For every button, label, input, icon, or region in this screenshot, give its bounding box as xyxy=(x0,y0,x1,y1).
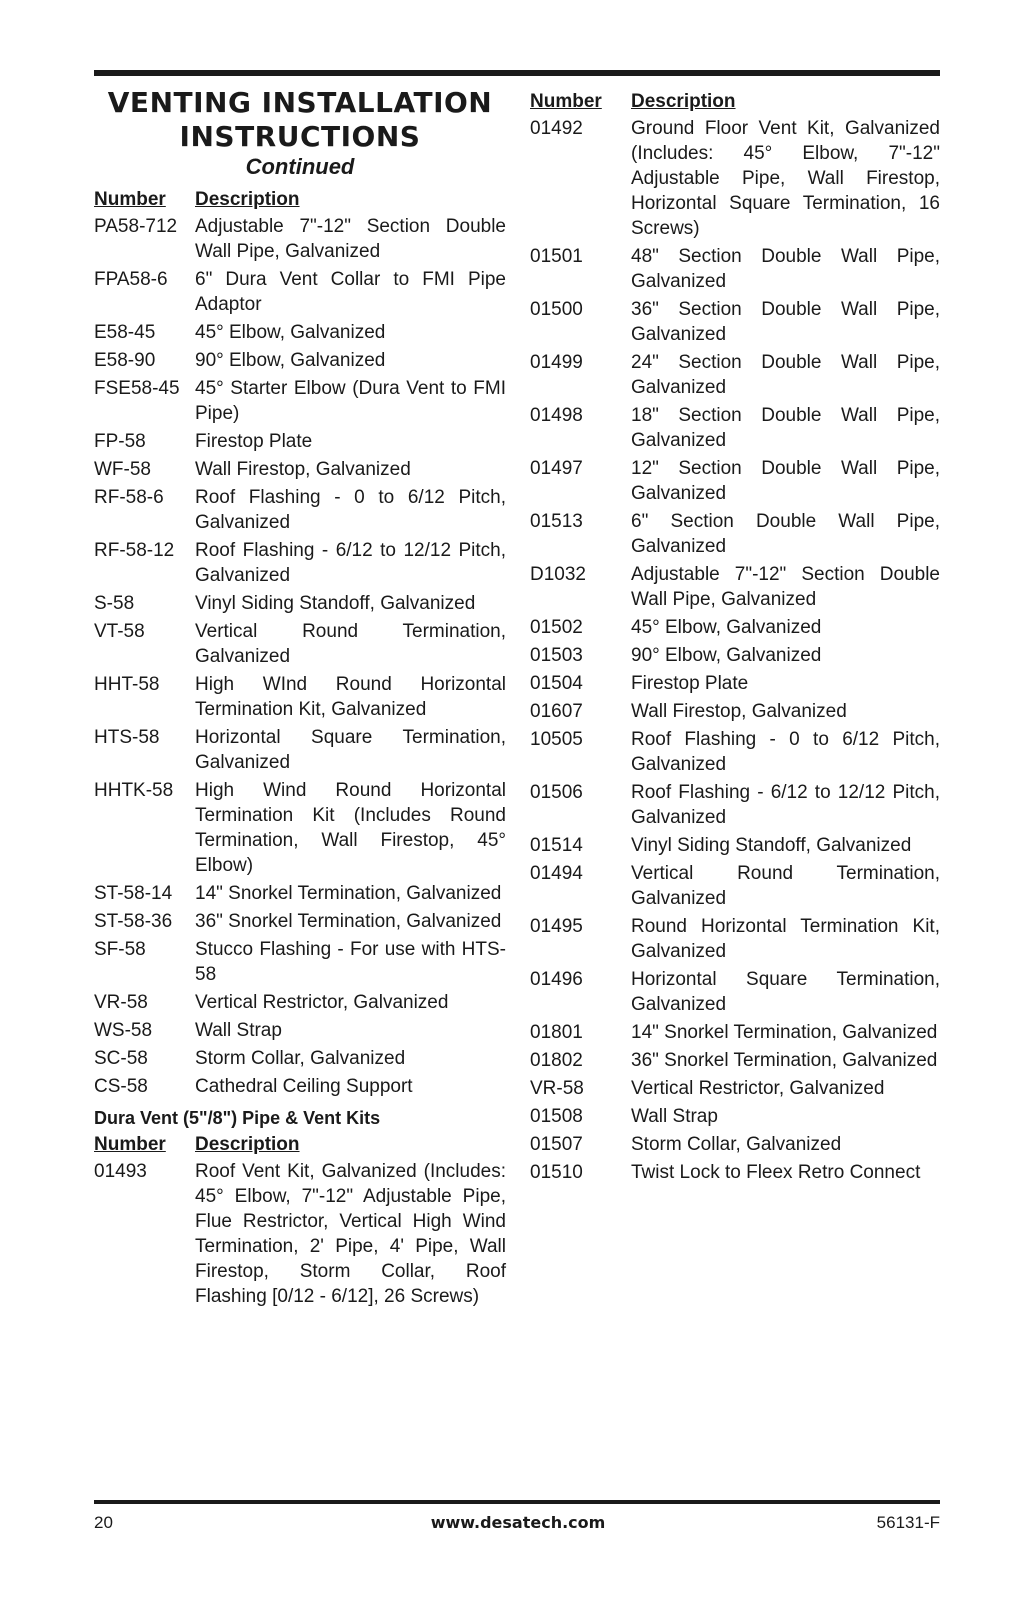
part-row xyxy=(94,937,506,987)
part-description: 36" Snorkel Termination, Galvanized xyxy=(631,1050,938,1071)
part-number: 01503 xyxy=(530,645,583,666)
part-row xyxy=(530,244,940,294)
part-number: 01500 xyxy=(530,299,583,320)
part-row xyxy=(530,562,940,612)
number-header: Number xyxy=(530,91,602,112)
part-number: 01507 xyxy=(530,1134,583,1155)
part-number: 01501 xyxy=(530,246,583,267)
part-row xyxy=(94,725,506,775)
dura-vent-parts-list xyxy=(94,1159,506,1309)
part-row xyxy=(530,780,940,830)
part-row xyxy=(530,1048,940,1073)
right-parts-list xyxy=(530,116,940,1185)
part-description: Wall Firestop, Galvanized xyxy=(631,701,847,722)
part-number: 01510 xyxy=(530,1162,583,1183)
part-description: Roof Flashing - 6/12 to 12/12 Pitch, Galvanized xyxy=(195,540,506,586)
part-number: 01502 xyxy=(530,617,583,638)
part-description: Adjustable 7"-12" Section Double Wall Pipe, Galvanized xyxy=(631,564,940,610)
part-number: FP-58 xyxy=(94,431,146,452)
part-number: 01493 xyxy=(94,1161,147,1182)
part-number: 01495 xyxy=(530,916,583,937)
website-link[interactable]: www.desatech.com xyxy=(430,1513,606,1532)
part-number: 01514 xyxy=(530,835,583,856)
part-number: 01506 xyxy=(530,782,583,803)
part-row xyxy=(94,485,506,535)
part-number: VR-58 xyxy=(530,1078,584,1099)
part-row xyxy=(530,1076,940,1101)
part-description: Vertical Round Termination, Galvanized xyxy=(195,621,506,667)
part-description: Vinyl Siding Standoff, Galvanized xyxy=(631,835,912,856)
part-description: Firestop Plate xyxy=(195,431,313,452)
part-row xyxy=(530,699,940,724)
part-row xyxy=(94,672,506,722)
part-number: SF-58 xyxy=(94,939,146,960)
part-row xyxy=(530,116,940,241)
part-row xyxy=(530,967,940,1017)
part-description: 18" Section Double Wall Pipe, Galvanized xyxy=(631,405,940,451)
part-row xyxy=(94,1018,506,1043)
part-number: RF-58-6 xyxy=(94,487,164,508)
part-description: High WInd Round Horizontal Termination Kit, Galvanized xyxy=(195,674,506,720)
part-description: Ground Floor Vent Kit, Galvanized (Includes: 45° Elbow, 7"-12" Adjustable Pipe, Wall Firestop, Horizontal Square Termination, 16 Screws) xyxy=(631,118,940,239)
part-row xyxy=(94,214,506,264)
part-row xyxy=(94,348,506,373)
right-column xyxy=(530,88,940,1188)
part-description: Roof Flashing - 6/12 to 12/12 Pitch, Galvanized xyxy=(631,782,940,828)
part-row xyxy=(530,509,940,559)
part-row xyxy=(530,1160,940,1185)
part-number: SC-58 xyxy=(94,1048,148,1069)
part-description: Cathedral Ceiling Support xyxy=(195,1076,413,1097)
part-description: Stucco Flashing - For use with HTS-58 xyxy=(195,939,506,985)
part-row xyxy=(530,1132,940,1157)
left-parts-list xyxy=(94,214,506,1099)
part-number: S-58 xyxy=(94,593,135,614)
part-description: Storm Collar, Galvanized xyxy=(631,1134,842,1155)
part-number: 01498 xyxy=(530,405,583,426)
part-row xyxy=(94,1046,506,1071)
part-row xyxy=(530,615,940,640)
part-row xyxy=(94,429,506,454)
part-number: 10505 xyxy=(530,729,583,750)
part-number: 01802 xyxy=(530,1050,583,1071)
part-row xyxy=(530,727,940,777)
part-row xyxy=(530,456,940,506)
part-number: 01801 xyxy=(530,1022,583,1043)
part-description: 36" Snorkel Termination, Galvanized xyxy=(195,911,502,932)
part-description: Firestop Plate xyxy=(631,673,749,694)
part-row xyxy=(530,1104,940,1129)
page-number: 20 xyxy=(94,1513,113,1532)
part-number: E58-90 xyxy=(94,350,156,371)
part-row xyxy=(94,1159,506,1309)
part-number: 01508 xyxy=(530,1106,583,1127)
part-row xyxy=(94,320,506,345)
bottom-rule xyxy=(94,1500,940,1504)
part-row xyxy=(94,881,506,906)
part-row xyxy=(94,909,506,934)
part-row xyxy=(530,1020,940,1045)
part-description: Storm Collar, Galvanized xyxy=(195,1048,406,1069)
description-header: Description xyxy=(631,91,736,112)
part-row xyxy=(94,457,506,482)
part-description: 6" Section Double Wall Pipe, Galvanized xyxy=(631,511,940,557)
part-description: 45° Starter Elbow (Dura Vent to FMI Pipe) xyxy=(195,378,506,424)
part-number: HHT-58 xyxy=(94,674,160,695)
part-number: ST-58-14 xyxy=(94,883,173,904)
part-number: WF-58 xyxy=(94,459,151,480)
part-row xyxy=(530,403,940,453)
title-line-2: INSTRUCTIONS xyxy=(179,120,421,153)
part-row xyxy=(94,1074,506,1099)
part-number: 01496 xyxy=(530,969,583,990)
title-line-1: VENTING INSTALLATION xyxy=(107,86,493,119)
part-description: Adjustable 7"-12" Section Double Wall Pipe, Galvanized xyxy=(195,216,506,262)
part-number: E58-45 xyxy=(94,322,156,343)
part-number: HHTK-58 xyxy=(94,780,174,801)
part-description: Horizontal Square Termination, Galvanized xyxy=(631,969,940,1015)
part-description: Wall Strap xyxy=(195,1020,282,1041)
part-number: D1032 xyxy=(530,564,586,585)
part-number: VT-58 xyxy=(94,621,145,642)
part-number: 01504 xyxy=(530,673,583,694)
number-header: Number xyxy=(94,1134,166,1155)
top-rule xyxy=(94,70,940,76)
part-description: Twist Lock to Fleex Retro Connect xyxy=(631,1162,921,1183)
part-description: Vertical Round Termination, Galvanized xyxy=(631,863,940,909)
part-number: ST-58-36 xyxy=(94,911,173,932)
page-subtitle: Continued xyxy=(245,154,355,179)
part-description: 14" Snorkel Termination, Galvanized xyxy=(631,1022,938,1043)
part-row xyxy=(530,350,940,400)
part-row xyxy=(94,538,506,588)
part-description: Vertical Restrictor, Galvanized xyxy=(631,1078,885,1099)
left-column xyxy=(94,86,506,1312)
part-number: VR-58 xyxy=(94,992,148,1013)
part-description: Horizontal Square Termination, Galvanized xyxy=(195,727,506,773)
part-description: 90° Elbow, Galvanized xyxy=(631,645,822,666)
part-description: Roof Vent Kit, Galvanized (Includes: 45° Elbow, 7"-12" Adjustable Pipe, Flue Restrictor, Vertical High Wind Termination, 2' Pipe, 4' Pipe, Wall Firestop, Storm Collar, Roof Flashing [0/12 - 6/12], 26 Screws) xyxy=(195,1161,506,1307)
part-description: Vinyl Siding Standoff, Galvanized xyxy=(195,593,476,614)
part-number: CS-58 xyxy=(94,1076,148,1097)
number-header: Number xyxy=(94,189,166,210)
description-header: Description xyxy=(195,1134,300,1155)
document-code: 56131-F xyxy=(876,1513,940,1532)
part-row xyxy=(94,591,506,616)
part-description: 45° Elbow, Galvanized xyxy=(195,322,386,343)
part-number: 01513 xyxy=(530,511,583,532)
part-row xyxy=(94,778,506,878)
part-description: 45° Elbow, Galvanized xyxy=(631,617,822,638)
part-description: 24" Section Double Wall Pipe, Galvanized xyxy=(631,352,940,398)
part-row xyxy=(530,297,940,347)
part-number: 01497 xyxy=(530,458,583,479)
part-description: 6" Dura Vent Collar to FMI Pipe Adaptor xyxy=(195,269,506,315)
dura-vent-column-header xyxy=(94,1131,506,1159)
part-row xyxy=(530,643,940,668)
part-description: 12" Section Double Wall Pipe, Galvanized xyxy=(631,458,940,504)
part-description: 90° Elbow, Galvanized xyxy=(195,350,386,371)
part-description: Vertical Restrictor, Galvanized xyxy=(195,992,449,1013)
part-description: Roof Flashing - 0 to 6/12 Pitch, Galvanized xyxy=(631,729,940,775)
part-number: HTS-58 xyxy=(94,727,160,748)
page-title xyxy=(94,86,506,154)
part-description: Wall Firestop, Galvanized xyxy=(195,459,411,480)
part-row xyxy=(530,914,940,964)
part-description: 48" Section Double Wall Pipe, Galvanized xyxy=(631,246,940,292)
part-number: PA58-712 xyxy=(94,216,178,237)
part-description: High Wind Round Horizontal Termination Kit (Includes Round Termination, Wall Firestop, 45° Elbow) xyxy=(195,780,506,876)
part-number: 01499 xyxy=(530,352,583,373)
part-row xyxy=(94,267,506,317)
part-row xyxy=(530,833,940,858)
dura-vent-heading: Dura Vent (5"/8") Pipe & Vent Kits xyxy=(94,1108,381,1128)
right-column-header xyxy=(530,88,940,116)
part-description: Round Horizontal Termination Kit, Galvanized xyxy=(631,916,940,962)
part-row xyxy=(530,861,940,911)
part-number: 01494 xyxy=(530,863,583,884)
description-header: Description xyxy=(195,189,300,210)
part-number: 01492 xyxy=(530,118,583,139)
part-row xyxy=(94,376,506,426)
left-column-header xyxy=(94,186,506,214)
part-row xyxy=(94,990,506,1015)
part-description: 14" Snorkel Termination, Galvanized xyxy=(195,883,502,904)
part-row xyxy=(530,671,940,696)
part-description: Wall Strap xyxy=(631,1106,718,1127)
part-number: RF-58-12 xyxy=(94,540,175,561)
part-row xyxy=(94,619,506,669)
part-description: Roof Flashing - 0 to 6/12 Pitch, Galvanized xyxy=(195,487,506,533)
part-number: FSE58-45 xyxy=(94,378,180,399)
part-number: WS-58 xyxy=(94,1020,153,1041)
part-number: FPA58-6 xyxy=(94,269,168,290)
part-number: 01607 xyxy=(530,701,583,722)
part-description: 36" Section Double Wall Pipe, Galvanized xyxy=(631,299,940,345)
